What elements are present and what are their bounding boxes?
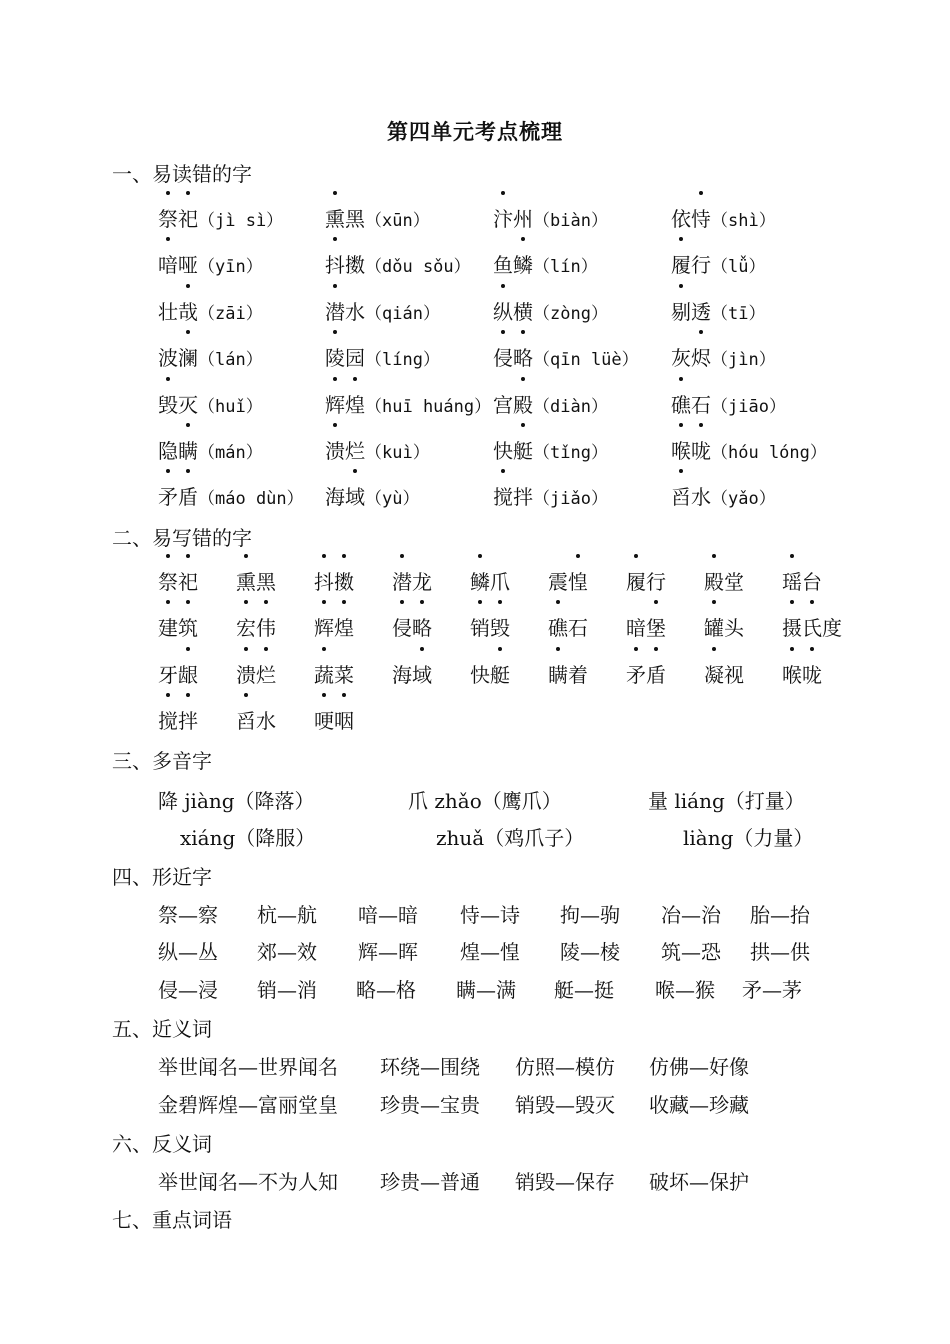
- word-entry: [158, 296, 263, 325]
- emphasis-dot: [186, 693, 190, 697]
- word-text: 鳞爪: [470, 570, 510, 594]
- emphasis-dot: [790, 554, 794, 558]
- emphasis-dot: [420, 600, 424, 604]
- word-text: 溃烂: [325, 439, 365, 463]
- word-entry: [158, 389, 263, 418]
- pinyin-text: （jiāo）: [711, 397, 786, 417]
- page-title: 第四单元考点梳理: [387, 120, 563, 144]
- word-text: 祭祀: [158, 570, 198, 594]
- similar-char-pair: 艇—挺: [554, 978, 614, 1002]
- pinyin-text: （diàn）: [533, 397, 608, 417]
- emphasis-dot: [634, 554, 638, 558]
- polyphone-entry: 爪 zhǎo（鹰爪）: [408, 789, 562, 813]
- emphasis-dot: [699, 191, 703, 195]
- similar-char-pair: 煌—惶: [460, 940, 520, 964]
- emphasis-dot: [521, 237, 525, 241]
- word-entry: [704, 612, 744, 641]
- word-entry: [548, 566, 588, 595]
- similar-char-pair: 纵—丛: [158, 940, 218, 964]
- word-entry: [671, 389, 786, 418]
- emphasis-dot: [186, 600, 190, 604]
- word-entry: [493, 296, 608, 325]
- word-text: 潜水: [325, 300, 365, 324]
- word-entry: [158, 249, 263, 278]
- word-entry: [671, 203, 776, 232]
- emphasis-dot: [521, 377, 525, 381]
- pinyin-text: （jì sì）: [198, 211, 284, 231]
- word-entry: [158, 659, 198, 688]
- word-text: 礁石: [548, 616, 588, 640]
- emphasis-dot: [679, 423, 683, 427]
- emphasis-dot: [679, 284, 683, 288]
- word-entry: [470, 659, 510, 688]
- emphasis-dot: [679, 469, 683, 473]
- emphasis-dot: [186, 284, 190, 288]
- similar-char-pair: 冶—治: [661, 903, 721, 927]
- emphasis-dot: [654, 600, 658, 604]
- emphasis-dot: [244, 600, 248, 604]
- emphasis-dot: [699, 423, 703, 427]
- antonym-pair: 破坏—保护: [649, 1170, 749, 1194]
- emphasis-dot: [322, 554, 326, 558]
- emphasis-dot: [501, 191, 505, 195]
- emphasis-dot: [679, 377, 683, 381]
- similar-char-pair: 拘—驹: [560, 903, 620, 927]
- word-text: 壮哉: [158, 300, 198, 324]
- word-entry: [314, 612, 354, 641]
- section-heading-2: 二、易写错的字: [112, 526, 252, 550]
- word-entry: [325, 481, 419, 510]
- word-entry: [158, 566, 198, 595]
- similar-char-pair: 瞒—满: [456, 978, 516, 1002]
- word-text: 搅拌: [493, 485, 533, 509]
- pinyin-text: （líng）: [365, 350, 440, 370]
- emphasis-dot: [810, 600, 814, 604]
- word-text: 剔透: [671, 300, 711, 324]
- word-entry: [314, 659, 354, 688]
- similar-char-pair: 祭—察: [158, 903, 218, 927]
- similar-char-pair: 郊—效: [257, 940, 317, 964]
- word-entry: [548, 659, 588, 688]
- pinyin-text: （kuì）: [365, 443, 430, 463]
- word-text: 建筑: [158, 616, 198, 640]
- emphasis-dot: [556, 600, 560, 604]
- pinyin-text: （mán）: [198, 443, 263, 463]
- word-entry: [236, 659, 276, 688]
- polyphone-entry: xiáng（降服）: [180, 826, 316, 850]
- word-text: 宫殿: [493, 393, 533, 417]
- word-text: 凝视: [704, 663, 744, 687]
- word-entry: [548, 612, 588, 641]
- word-text: 瞒着: [548, 663, 588, 687]
- pinyin-text: （lǚ）: [711, 257, 766, 277]
- pinyin-text: （zāi）: [198, 304, 263, 324]
- word-entry: [392, 612, 432, 641]
- emphasis-dot: [264, 647, 268, 651]
- word-entry: [493, 389, 608, 418]
- emphasis-dot: [333, 330, 337, 334]
- word-entry: [325, 435, 430, 464]
- word-text: 汴州: [493, 207, 533, 231]
- word-entry: [470, 566, 510, 595]
- emphasis-dot: [342, 600, 346, 604]
- emphasis-dot: [498, 647, 502, 651]
- emphasis-dot: [501, 330, 505, 334]
- word-entry: [325, 342, 440, 371]
- similar-char-pair: 喑—暗: [358, 903, 418, 927]
- pinyin-text: （zòng）: [533, 304, 608, 324]
- emphasis-dot: [322, 600, 326, 604]
- emphasis-dot: [333, 191, 337, 195]
- word-text: 震惶: [548, 570, 588, 594]
- word-entry: [392, 659, 432, 688]
- word-entry: [158, 705, 198, 734]
- emphasis-dot: [166, 600, 170, 604]
- synonym-pair: 仿佛—好像: [649, 1055, 749, 1079]
- synonym-pair: 环绕—围绕: [380, 1055, 480, 1079]
- synonym-pair: 收藏—珍藏: [649, 1093, 749, 1117]
- emphasis-dot: [576, 554, 580, 558]
- similar-char-pair: 筑—恐: [661, 940, 721, 964]
- pinyin-text: （yǎo）: [711, 489, 776, 509]
- word-entry: [158, 481, 304, 510]
- word-entry: [671, 249, 765, 278]
- word-text: 依恃: [671, 207, 711, 231]
- similar-char-pair: 喉—猴: [655, 978, 715, 1002]
- emphasis-dot: [790, 647, 794, 651]
- pinyin-text: （shì）: [711, 211, 776, 231]
- word-text: 抖擞: [325, 253, 365, 277]
- emphasis-dot: [342, 693, 346, 697]
- word-entry: [782, 566, 822, 595]
- emphasis-dot: [699, 330, 703, 334]
- similar-char-pair: 销—消: [257, 978, 317, 1002]
- emphasis-dot: [679, 237, 683, 241]
- word-text: 潜龙: [392, 570, 432, 594]
- word-entry: [236, 612, 276, 641]
- pinyin-text: （xūn）: [365, 211, 430, 231]
- word-text: 瑶台: [782, 570, 822, 594]
- word-entry: [704, 659, 744, 688]
- word-text: 抖擞: [314, 570, 354, 594]
- word-entry: [671, 296, 765, 325]
- emphasis-dot: [186, 647, 190, 651]
- word-entry: [325, 249, 471, 278]
- word-entry: [325, 296, 440, 325]
- word-text: 履行: [671, 253, 711, 277]
- emphasis-dot: [810, 647, 814, 651]
- emphasis-dot: [166, 554, 170, 558]
- emphasis-dot: [333, 377, 337, 381]
- similar-char-pair: 侵—浸: [158, 978, 218, 1002]
- similar-char-pair: 恃—诗: [460, 903, 520, 927]
- word-entry: [493, 481, 608, 510]
- emphasis-dot: [322, 693, 326, 697]
- pinyin-text: （tī）: [711, 304, 766, 324]
- emphasis-dot: [186, 191, 190, 195]
- emphasis-dot: [322, 647, 326, 651]
- emphasis-dot: [244, 554, 248, 558]
- word-entry: [493, 203, 608, 232]
- word-text: 侵略: [392, 616, 432, 640]
- word-entry: [470, 612, 510, 641]
- word-entry: [671, 342, 776, 371]
- synonym-pair: 举世闻名—世界闻名: [158, 1055, 338, 1079]
- pinyin-text: （huī huáng）: [365, 397, 492, 417]
- emphasis-dot: [333, 237, 337, 241]
- word-entry: [158, 612, 198, 641]
- antonym-pair: 珍贵—普通: [380, 1170, 480, 1194]
- emphasis-dot: [521, 330, 525, 334]
- antonym-pair: 销毁—保存: [515, 1170, 615, 1194]
- emphasis-dot: [186, 423, 190, 427]
- word-text: 暗堡: [626, 616, 666, 640]
- word-text: 祭祀: [158, 207, 198, 231]
- word-entry: [314, 566, 354, 595]
- emphasis-dot: [244, 693, 248, 697]
- emphasis-dot: [400, 600, 404, 604]
- word-text: 喉咙: [671, 439, 711, 463]
- word-text: 溃烂: [236, 663, 276, 687]
- word-entry: [626, 612, 666, 641]
- section-heading-3: 三、多音字: [112, 749, 212, 773]
- emphasis-dot: [712, 647, 716, 651]
- emphasis-dot: [186, 330, 190, 334]
- emphasis-dot: [654, 647, 658, 651]
- pinyin-text: （jiǎo）: [533, 489, 608, 509]
- word-text: 侵略: [493, 346, 533, 370]
- word-entry: [671, 481, 776, 510]
- word-text: 辉煌: [325, 393, 365, 417]
- emphasis-dot: [712, 554, 716, 558]
- emphasis-dot: [166, 237, 170, 241]
- word-text: 喑哑: [158, 253, 198, 277]
- emphasis-dot: [712, 600, 716, 604]
- word-text: 罐头: [704, 616, 744, 640]
- word-entry: [236, 705, 276, 734]
- emphasis-dot: [244, 647, 248, 651]
- word-entry: [158, 342, 263, 371]
- emphasis-dot: [166, 469, 170, 473]
- word-text: 纵横: [493, 300, 533, 324]
- pinyin-text: （biàn）: [533, 211, 608, 231]
- word-entry: [626, 566, 666, 595]
- word-entry: [782, 612, 842, 641]
- word-entry: [493, 342, 639, 371]
- word-text: 海域: [325, 485, 365, 509]
- emphasis-dot: [420, 647, 424, 651]
- pinyin-text: （qīn lüè）: [533, 350, 639, 370]
- synonym-pair: 金碧辉煌—富丽堂皇: [158, 1093, 338, 1117]
- word-text: 搅拌: [158, 709, 198, 733]
- section-heading-6: 六、反义词: [112, 1132, 212, 1156]
- word-text: 摄氏度: [782, 616, 842, 640]
- emphasis-dot: [353, 469, 357, 473]
- word-text: 喉咙: [782, 663, 822, 687]
- emphasis-dot: [342, 554, 346, 558]
- word-text: 辉煌: [314, 616, 354, 640]
- emphasis-dot: [498, 600, 502, 604]
- emphasis-dot: [333, 423, 337, 427]
- pinyin-text: （qián）: [365, 304, 440, 324]
- word-text: 履行: [626, 570, 666, 594]
- similar-char-pair: 胎—抬: [750, 903, 810, 927]
- polyphone-entry: zhuǎ（鸡爪子）: [436, 826, 585, 850]
- emphasis-dot: [353, 377, 357, 381]
- word-entry: [493, 435, 608, 464]
- word-text: 哽咽: [314, 709, 354, 733]
- word-entry: [626, 659, 666, 688]
- emphasis-dot: [501, 469, 505, 473]
- word-text: 海域: [392, 663, 432, 687]
- emphasis-dot: [634, 647, 638, 651]
- word-text: 熏黑: [236, 570, 276, 594]
- similar-char-pair: 略—格: [356, 978, 416, 1002]
- emphasis-dot: [556, 647, 560, 651]
- word-entry: [704, 566, 744, 595]
- synonym-pair: 仿照—模仿: [515, 1055, 615, 1079]
- word-text: 舀水: [236, 709, 276, 733]
- section-heading-7: 七、重点词语: [112, 1208, 232, 1232]
- pinyin-text: （máo dùn）: [198, 489, 304, 509]
- pinyin-text: （tǐng）: [533, 443, 608, 463]
- emphasis-dot: [501, 284, 505, 288]
- pinyin-text: （yīn）: [198, 257, 263, 277]
- word-text: 隐瞒: [158, 439, 198, 463]
- section-heading-5: 五、近义词: [112, 1017, 212, 1041]
- emphasis-dot: [264, 600, 268, 604]
- similar-char-pair: 矛—茅: [742, 978, 802, 1002]
- word-text: 礁石: [671, 393, 711, 417]
- pinyin-text: （dǒu sǒu）: [365, 257, 471, 277]
- word-text: 矛盾: [158, 485, 198, 509]
- word-text: 快艇: [493, 439, 533, 463]
- word-text: 殿堂: [704, 570, 744, 594]
- word-entry: [325, 389, 491, 418]
- word-text: 鱼鳞: [493, 253, 533, 277]
- word-entry: [158, 203, 283, 232]
- emphasis-dot: [186, 554, 190, 558]
- polyphone-entry: 降 jiàng（降落）: [158, 789, 315, 813]
- emphasis-dot: [166, 191, 170, 195]
- emphasis-dot: [790, 600, 794, 604]
- emphasis-dot: [186, 469, 190, 473]
- emphasis-dot: [333, 284, 337, 288]
- word-text: 波澜: [158, 346, 198, 370]
- word-text: 宏伟: [236, 616, 276, 640]
- pinyin-text: （huǐ）: [198, 397, 263, 417]
- word-entry: [236, 566, 276, 595]
- emphasis-dot: [400, 554, 404, 558]
- word-text: 快艇: [470, 663, 510, 687]
- word-text: 蔬菜: [314, 663, 354, 687]
- polyphone-entry: 量 liáng（打量）: [648, 789, 805, 813]
- word-text: 毁灭: [158, 393, 198, 417]
- word-text: 销毁: [470, 616, 510, 640]
- similar-char-pair: 拱—供: [750, 940, 810, 964]
- emphasis-dot: [521, 423, 525, 427]
- word-entry: [158, 435, 263, 464]
- similar-char-pair: 杭—航: [257, 903, 317, 927]
- section-heading-4: 四、形近字: [112, 865, 212, 889]
- emphasis-dot: [478, 600, 482, 604]
- word-text: 熏黑: [325, 207, 365, 231]
- word-text: 矛盾: [626, 663, 666, 687]
- pinyin-text: （hóu lóng）: [711, 443, 827, 463]
- antonym-pair: 举世闻名—不为人知: [158, 1170, 338, 1194]
- word-entry: [392, 566, 432, 595]
- word-entry: [782, 659, 822, 688]
- word-entry: [325, 203, 430, 232]
- emphasis-dot: [166, 693, 170, 697]
- word-text: 灰烬: [671, 346, 711, 370]
- similar-char-pair: 辉—晖: [358, 940, 418, 964]
- emphasis-dot: [166, 377, 170, 381]
- word-entry: [671, 435, 827, 464]
- word-text: 舀水: [671, 485, 711, 509]
- pinyin-text: （yù）: [365, 489, 420, 509]
- pinyin-text: （lán）: [198, 350, 263, 370]
- word-entry: [314, 705, 354, 734]
- pinyin-text: （lín）: [533, 257, 598, 277]
- synonym-pair: 珍贵—宝贵: [380, 1093, 480, 1117]
- word-text: 牙龈: [158, 663, 198, 687]
- word-entry: [493, 249, 598, 278]
- synonym-pair: 销毁—毁灭: [515, 1093, 615, 1117]
- word-text: 陵园: [325, 346, 365, 370]
- polyphone-entry: liàng（力量）: [683, 826, 814, 850]
- section-heading-1: 一、易读错的字: [112, 162, 252, 186]
- pinyin-text: （jìn）: [711, 350, 776, 370]
- emphasis-dot: [478, 554, 482, 558]
- similar-char-pair: 陵—棱: [560, 940, 620, 964]
